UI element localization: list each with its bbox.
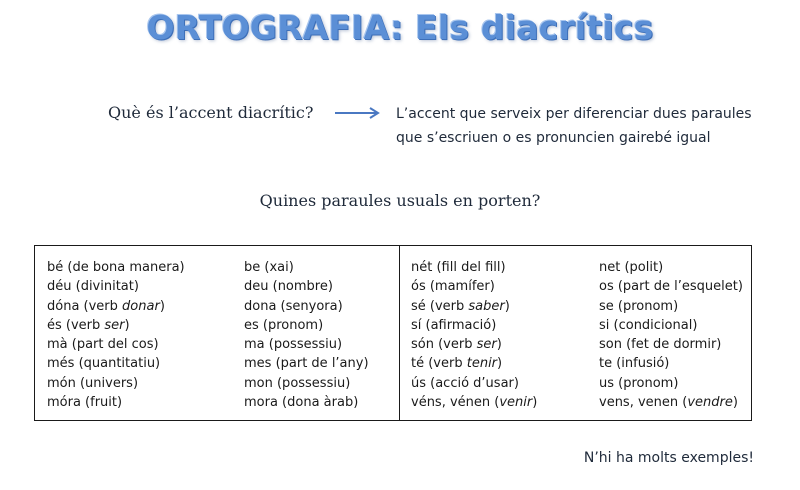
table-cell: es (pronom) [244,317,324,333]
table-cell: net (polit) [599,260,664,275]
table-cell: deu (nombre) [244,279,333,295]
table-cell: sé (verb saber) [411,298,510,314]
table-cell: és (verb ser) [47,317,130,333]
table-cell: ma (possessiu) [244,337,343,353]
table-column-3 [411,258,537,412]
table-cell: bé (de bona manera) [47,260,185,275]
table-cell: mes (part de l’any) [244,356,369,372]
table-cell: sí (afirmació) [411,317,497,333]
table-cell: mon (possessiu) [244,375,351,391]
italic-verb: tenir [466,356,498,372]
table-cell: os (part de l’esquelet) [599,279,743,295]
italic-verb: donar [122,298,160,314]
italic-verb: venir [499,395,533,411]
table-cell: son (fet de dormir) [599,337,722,353]
page-title: ORTOGRAFIA: Els diacrítics [146,8,654,47]
table-cell: si (condicional) [599,317,698,333]
table-cell: mà (part del cos) [47,337,159,353]
table-cell: nét (fill del fill) [411,260,506,275]
table-column-2 [244,258,369,412]
italic-verb: ser [104,317,125,333]
table-cell: vens, venen (vendre) [599,395,738,411]
diacritics-table [34,245,752,421]
answer-line-2: que s’escriuen o es pronuncien gairebé igual [396,130,711,146]
italic-verb: ser [476,337,497,353]
table-cell: te (infusió) [599,356,670,372]
italic-verb: vendre [687,395,733,411]
right-arrow-icon [334,106,382,120]
answer-line-1: L’accent que serveix per diferenciar dues paraules [396,106,752,122]
table-cell: véns, vénen (venir) [411,395,538,411]
italic-verb: saber [468,298,505,314]
table-cell: dona (senyora) [244,298,343,314]
table-cell: món (univers) [47,375,139,391]
table-column-1 [47,258,185,412]
table-cell: té (verb tenir) [411,356,503,372]
table-cell: ós (mamífer) [411,279,495,295]
table-cell: ús (acció d’usar) [411,375,519,391]
table-cell: us (pronom) [599,375,679,391]
table-cell: déu (divinitat) [47,279,139,295]
table-cell: be (xai) [244,260,294,275]
answer-text [396,102,776,150]
table-cell: se (pronom) [599,298,679,314]
table-cell: més (quantitatiu) [47,356,161,372]
table-cell: móra (fruit) [47,395,123,411]
table-cell: dóna (verb donar) [47,298,165,314]
footer-note: N’hi ha molts exemples! [583,450,754,466]
table-cell: són (verb ser) [411,337,502,353]
table-column-4 [599,258,743,412]
subtitle: Quines paraules usuals en porten? [259,191,541,210]
table-divider [399,246,400,420]
table-cell: mora (dona àrab) [244,395,359,411]
question-text: Què és l’accent diacrític? [108,103,314,122]
